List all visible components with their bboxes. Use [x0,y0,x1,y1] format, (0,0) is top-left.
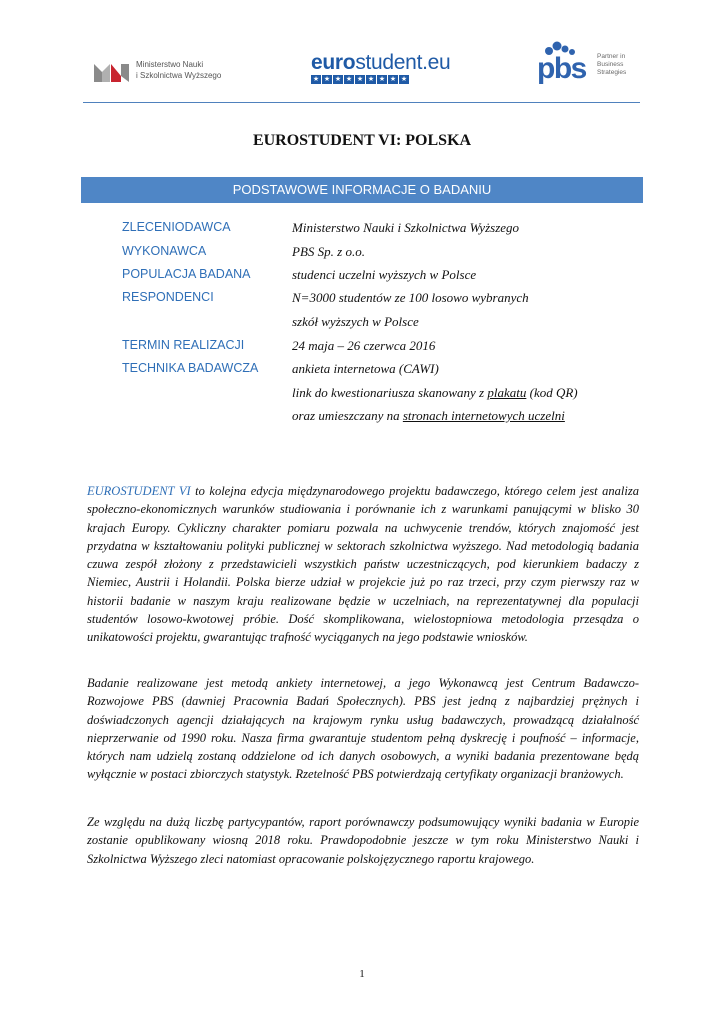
pbs-tagline-line: Business [597,61,624,68]
value-technika-2 [292,385,578,401]
value-technika-2-post: (kod QR) [526,385,578,400]
value-technika-3 [292,408,565,424]
label-populacja: POPULACJA BADANA [122,267,251,281]
paragraph-1-text: to kolejna edycja międzynarodowego projektu badawczego, którego celem jest analiza społeczno-ekonomicznych warunków studiowania i porównanie ich z warunkami panującymi w blisko 30 krajach Europy. Cykliczny charakter pomiaru pozwala na uchwycenie trendów, których znajomość jest przydatna w kształtowaniu polityki publicznej w sektorach szkolnictwa wyższego. Nad metodologią badania czuwa zespół złożony z przedstawicieli wszystkich państw uczestniczących, pod kierunkiem badaczy z Niemiec, Austrii i Holandii. Polska bierze udział w projekcie już po raz trzeci, przy czym pierwszy raz w historii badanie w naszym kraju realizowane będzie w uczelniach, na reprezentatywnej dla populacji studentów losowo-kwotowej próbie. Dość skomplikowana, wielostopniowa metodologia przesądza o unikatowości projektu, gwarantując trafność wyciąganych na jego podstawie wniosków. [87,484,639,645]
star-icon: ★ [334,75,342,83]
poster-link[interactable]: plakatu [487,385,527,400]
value-respondenci-2: szkół wyższych w Polsce [292,314,419,329]
pbs-tagline-line: Partner in [597,53,626,60]
label-technika: TECHNIKA BADAWCZA [122,361,259,375]
value-technika-1: ankieta internetowa (CAWI) [292,361,439,376]
label-respondenci: RESPONDENCI [122,290,214,304]
value-technika-2-pre: link do kwestionariusza skanowany z [292,385,488,400]
pbs-tagline-line: Strategies [597,69,627,76]
page-title: EUROSTUDENT VI: POLSKA [252,132,472,149]
paragraph-2: Badanie realizowane jest metodą ankiety internetowej, a jego Wykonawcą jest Centrum Badawczo-Rozwojowe PBS (dawniej Pracownia Badań Społecznych). PBS jest jedną z najbardziej prężnych i doświadczonych agencji działających na krajowym rynku usług badawczych, prowadzącą działalność nieprzerwanie od 1990 roku. Nasza firma gwarantuje studentom pełną dyskrecję i poufność – informacje, których nam udzielą zostaną oddzielone od ich danych osobowych, a wyniki badania prezentowane będą wyłącznie w postaci zbiorczych statystyk. Rzetelność PBS potwierdzają certyfikaty organizacji branżowych. [87,676,639,782]
paragraph-3: Ze względu na dużą liczbę partycypantów, raport porównawczy podsumowujący wyniki badania w Europie zostanie opublikowany wiosną 2018 roku. Prawdopodobnie jeszcze w tym roku Ministerstwo Nauki i Szkolnictwa Wyższego zleci natomiast opracowanie polskojęzycznego raportu krajowego. [87,815,639,866]
page-number: 1 [359,968,365,980]
value-termin: 24 maja – 26 czerwca 2016 [292,338,436,353]
star-icon: ★ [356,75,364,83]
star-icon: ★ [389,75,397,83]
value-wykonawca: PBS Sp. z o.o. [292,244,365,259]
paragraph-1-highlight: EUROSTUDENT VI [87,484,191,498]
star-icon: ★ [367,75,375,83]
ministry-logo-line-2: i Szkolnictwa Wyższego [136,71,222,80]
value-zleceniodawca: Ministerstwo Nauki i Szkolnictwa Wyższego [292,220,520,235]
eurostudent-logo-bold: euro [311,51,356,74]
label-termin: TERMIN REALIZACJI [122,338,245,352]
star-icon: ★ [323,75,331,83]
star-icon: ★ [378,75,386,83]
star-icon: ★ [400,75,408,83]
value-respondenci-1: N=3000 studentów ze 100 losowo wybranych [292,290,529,305]
paragraph-1 [87,482,639,647]
star-icon: ★ [345,75,353,83]
eurostudent-logo-light: student.eu [355,51,451,74]
label-wykonawca: WYKONAWCA [122,244,207,258]
value-technika-3-pre: oraz umieszczany na [292,408,403,423]
value-populacja: studenci uczelni wyższych w Polsce [292,267,477,282]
star-icon: ★ [312,75,320,83]
study-info [0,0,724,440]
ministry-logo-line-1: Ministerstwo Nauki [136,60,204,69]
university-pages-link[interactable]: stronach internetowych uczelni [402,408,565,423]
pbs-logo-name: pbs [537,52,586,85]
label-zleceniodawca: ZLECENIODAWCA [122,220,231,234]
section-banner: PODSTAWOWE INFORMACJE O BADANIU [81,177,643,203]
